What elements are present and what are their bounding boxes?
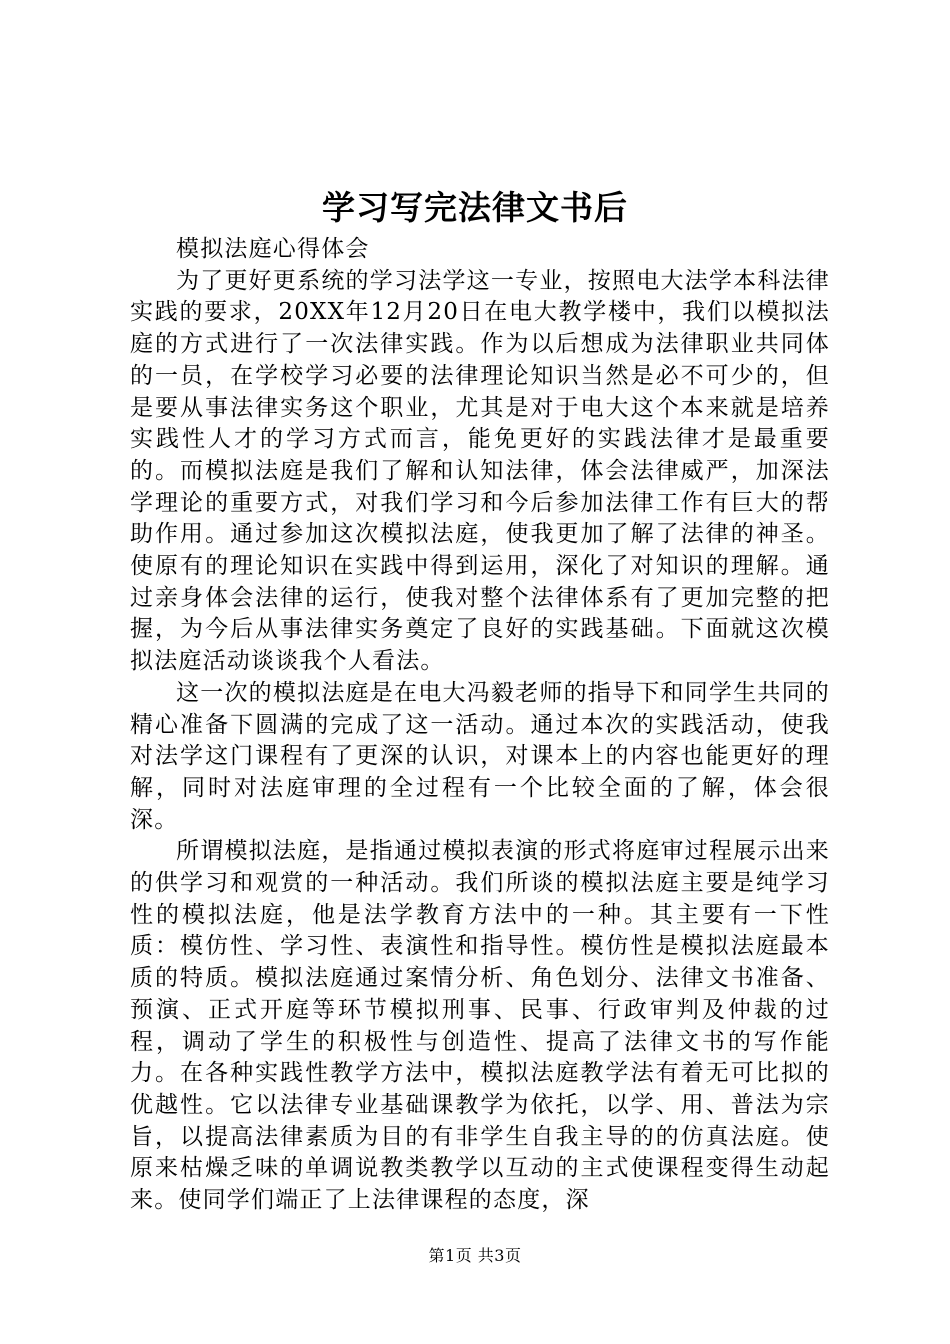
paragraph-3: 所谓模拟法庭，是指通过模拟表演的形式将庭审过程展示出来的供学习和观赏的一种活动。我们所谈的模拟法庭主要是纯学习性的模拟法庭，他是法学教育方法中的一种。其主要有一下性质：模仿性、学习性、表演性和指导性。模仿性是模拟法庭最本质的特质。模拟法庭通过案情分析、角色划分、法律文书准备、预演、正式开庭等环节模拟刑事、民事、行政审判及仲裁的过程，调动了学生的积极性与创造性、提高了法律文书的写作能力。在各种实践性教学方法中，模拟法庭教学法有着无可比拟的优越性。它以法律专业基础课教学为依托，以学、用、普法为宗旨，以提高法律素质为目的有非学生自我主导的的仿真法庭。使原来枯燥乏味的单调说教类教学以互动的主式使课程变得生动起来。使同学们端正了上法律课程的态度，深 (130, 838, 830, 1214)
document-body (130, 234, 830, 1217)
page-number-footer: 第1页 共3页 (428, 1246, 522, 1265)
paragraph-2: 这一次的模拟法庭是在电大冯毅老师的指导下和同学生共同的精心准备下圆满的完成了这一活动。通过本次的实践活动，使我对法学这门课程有了更深的认识，对课本上的内容也能更好的理解，同时对法庭审理的全过程有一个比较全面的了解，体会很深。 (130, 679, 830, 833)
document-title: 学习写完法律文书后 (322, 188, 628, 227)
paragraph-1: 为了更好更系统的学习法学这一专业，按照电大法学本科法律实践的要求，20XX年12月20日在电大教学楼中，我们以模拟法庭的方式进行了一次法律实践。作为以后想成为法律职业共同体的一员，在学校学习必要的法律理论知识当然是必不可少的，但是要从事法律实务这个职业，尤其是对于电大这个本来就是培养实践性人才的学习方式而言，能免更好的实践法律才是最重要的。而模拟法庭是我们了解和认知法律，体会法律威严，加深法学理论的重要方式，对我们学习和今后参加法律工作有巨大的帮助作用。通过参加这次模拟法庭，使我更加了解了法律的神圣。使原有的理论知识在实践中得到运用，深化了对知识的理解。通过亲身体会法律的运行，使我对整个法律体系有了更加完整的把握，为今后从事法律实务奠定了良好的实践基础。下面就这次模拟法庭活动谈谈我个人看法。 (130, 267, 830, 675)
document-subtitle: 模拟法庭心得体会 (176, 236, 370, 262)
